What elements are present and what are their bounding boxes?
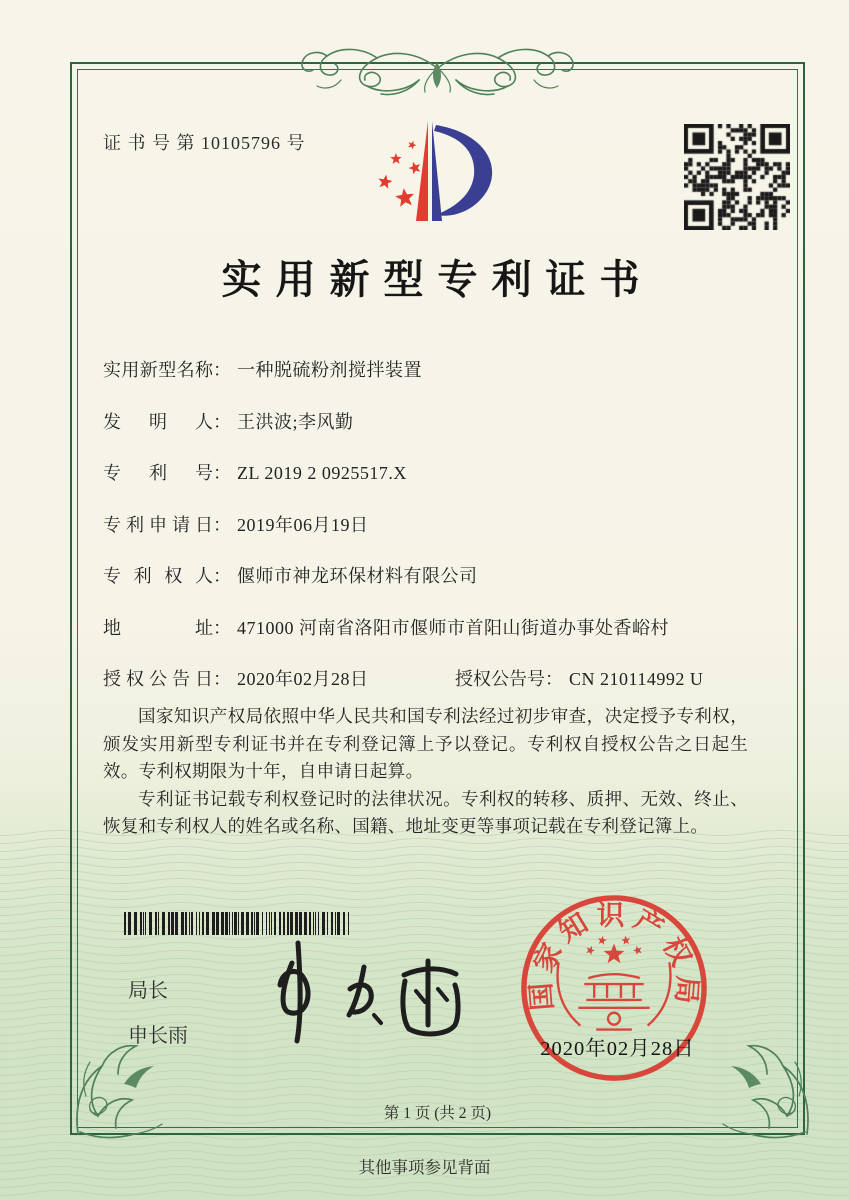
field-value: 王洪波;李风勤 — [237, 411, 354, 432]
field-row-inventors: 发明人： 王洪波;李风勤 — [103, 408, 751, 436]
field-value: 2019年06月19日 — [237, 514, 369, 535]
field-label: 专利权人 — [103, 566, 213, 586]
grant-number-value: CN 210114992 U — [569, 669, 704, 689]
field-row-patent-number: 专利号： ZL 2019 2 0925517.X — [103, 459, 751, 487]
certificate-fields — [103, 356, 751, 717]
field-value: 一种脱硫粉剂搅拌装置 — [237, 360, 422, 380]
officer-title: 局长 — [128, 980, 168, 1002]
field-row-address: 地址： 471000 河南省洛阳市偃师市首阳山街道办事处香峪村 — [103, 614, 751, 642]
barcode — [124, 912, 349, 935]
field-row-name: 实用新型名称： 一种脱硫粉剂搅拌装置 — [103, 356, 751, 384]
seal-emblem-gate — [558, 962, 671, 1029]
field-row-filing-date: 专利申请日： 2019年06月19日 — [103, 511, 751, 539]
field-label: 发明人 — [103, 411, 213, 432]
director-signature — [252, 933, 477, 1051]
seal-emblem-stars — [586, 936, 641, 963]
grant-date-value: 2020年02月28日 — [237, 669, 369, 689]
field-row-grant: 授权公告日： 2020年02月28日 授权公告号： CN 210114992 U — [103, 665, 751, 693]
top-scroll-ornament — [297, 28, 578, 98]
cnipa-logo-icon — [366, 95, 526, 243]
field-label: 授权公告号 — [455, 669, 545, 689]
field-label: 地址 — [103, 617, 213, 638]
body-paragraph-1: 国家知识产权局依照中华人民共和国专利法经过初步审查，决定授予专利权，颁发实用新型专利证书并在专利登记簿上予以登记。专利权自授权公告之日起生效。专利权期限为十年，自申请日起算。 — [103, 706, 748, 781]
logo-wedge-blue — [432, 121, 442, 221]
logo-stars — [378, 141, 420, 207]
field-label: 专利号 — [103, 463, 213, 483]
certificate-body — [103, 703, 748, 841]
field-label: 实用新型名称 — [103, 360, 213, 380]
field-value: 471000 河南省洛阳市偃师市首阳山街道办事处香峪村 — [237, 617, 669, 638]
certificate-number: 证 书 号 第 10105796 号 — [103, 133, 306, 153]
seal-text: 国家知识产权局 — [524, 899, 704, 1012]
field-row-patentee: 专利权人： 偃师市神龙环保材料有限公司 — [103, 562, 751, 590]
field-value: 偃师市神龙环保材料有限公司 — [237, 566, 478, 586]
seal-date: 2020年02月28日 — [540, 1038, 695, 1060]
body-paragraph-2: 专利证书记载专利权登记时的法律状况。专利权的转移、质押、无效、终止、恢复和专利权人的姓名或名称、国籍、地址变更等事项记载在专利登记簿上。 — [103, 788, 748, 836]
logo-p-arc — [434, 125, 492, 216]
qr-code — [684, 124, 790, 230]
field-value: ZL 2019 2 0925517.X — [237, 463, 407, 483]
field-label: 专利申请日 — [103, 514, 213, 535]
back-note: 其他事项参见背面 — [358, 1158, 491, 1177]
officer-block — [128, 974, 188, 1048]
grant-number-pair: 授权公告号： CN 210114992 U — [455, 669, 704, 689]
field-label: 授权公告日 — [103, 669, 213, 689]
certificate-title: 实用新型专利证书 — [221, 257, 654, 302]
page-number: 第 1 页 (共 2 页) — [383, 1105, 492, 1122]
officer-name: 申长雨 — [128, 1025, 188, 1047]
